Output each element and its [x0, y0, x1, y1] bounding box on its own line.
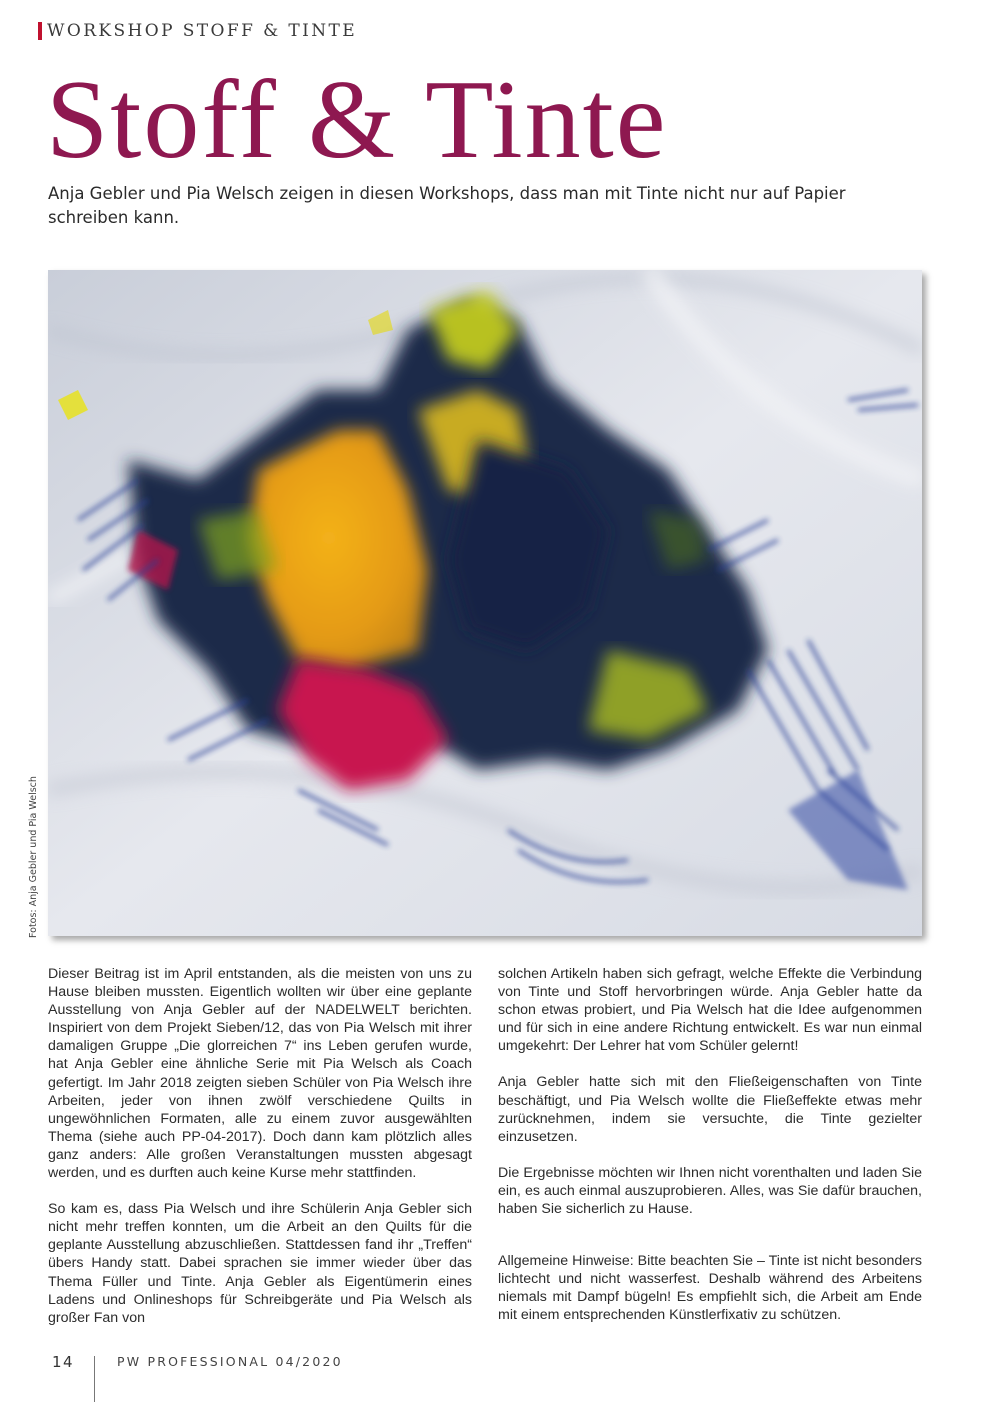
magazine-issue: PW PROFESSIONAL 04/2020 [117, 1354, 343, 1369]
body-column-left [48, 965, 472, 1345]
photo-credit: Fotos: Anja Gebler und Pia Welsch [28, 776, 39, 938]
ink-on-fabric-photo [48, 270, 922, 936]
footer-divider [94, 1356, 95, 1402]
general-notes-paragraph: Allgemeine Hinweise: Bitte beachten Sie – Tinte ist nicht besonders lichtecht und nicht wasserfest. Deshalb während des Arbeitens niemals mit Dampf bügeln! Es empfiehlt sich, die Arbeit am Ende mit einem entsprechenden Künstlerfixativ zu schützen. [498, 1253, 922, 1324]
section-accent-bar [38, 22, 42, 40]
page-number: 14 [52, 1353, 75, 1371]
article-lead: Anja Gebler und Pia Welsch zeigen in diesen Workshops, dass man mit Tinte nicht nur auf Papier schreiben kann. [48, 184, 846, 227]
body-column-right [498, 965, 922, 1343]
body-paragraph: solchen Artikeln haben sich gefragt, welche Effekte die Verbindung von Tinte und Stoff hervorbringen würde. Anja Gebler hatte da schon etwas probiert, und Pia Welsch hat die Idee aufgenommen und für sich in eine andere Richtung entwickelt. Es war nun einmal umgekehrt: Der Lehrer hat vom Schüler gelernt! [498, 966, 922, 1055]
section-header [38, 20, 357, 42]
page-footer [52, 1352, 74, 1372]
body-paragraph: Dieser Beitrag ist im April entstanden, als die meisten von uns zu Hause bleiben mussten. Eigentlich wollten wir über eine geplante Ausstellung von Anja Gebler auf der NADELWELT berichten. Inspiriert von dem Projekt Sieben/12, das von Pia Welsch mit ihrer damaligen Gruppe „Die glorreichen 7“ ins Leben gerufen wurde, hat Anja Gebler eine ähnliche Serie mit Pia Welsch als Coach gefertigt. Im Jahr 2018 zeigten sieben Schüler von Pia Welsch ihre Arbeiten, jeder von ihnen zwölf verschiedene Quilts in ungewöhnlichen Formaten, alle zu einem zuvor ausgewählten Thema (siehe auch PP-04-2017). Doch dann kam plötzlich alles ganz anders: Alle großen Veranstaltungen mussten abgesagt werden, und es durften auch keine Kurse mehr stattfinden. [48, 966, 472, 1182]
photo-illustration [48, 270, 922, 936]
body-paragraph: Die Ergebnisse möchten wir Ihnen nicht vorenthalten und laden Sie ein, es auch einmal auszuprobieren. Alles, was Sie dafür brauchen, haben Sie sicherlich zu Hause. [498, 1164, 922, 1218]
body-paragraph: Anja Gebler hatte sich mit den Fließeigenschaften von Tinte beschäftigt, und Pia Welsch wollte die Fließeffekte etwas mehr zurücknehmen, indem sie versuchte, die Tinte gezielter einzusetzen. [498, 1074, 922, 1145]
section-label: WORKSHOP STOFF & TINTE [47, 21, 358, 41]
body-paragraph: So kam es, dass Pia Welsch und ihre Schülerin Anja Gebler sich nicht mehr treffen konnten, um die Arbeit an den Quilts für die geplante Ausstellung abzuschließen. Stattdessen fand ihr „Treffen“ übers Handy statt. Dabei sprachen sie immer wieder über das Thema Füller und Tinte. Anja Gebler als Eigentümerin eines Ladens und Onlineshops für Schreibgeräte und Pia Welsch als großer Fan von [48, 1201, 472, 1326]
article-title: Stoff & Tinte [46, 58, 668, 182]
